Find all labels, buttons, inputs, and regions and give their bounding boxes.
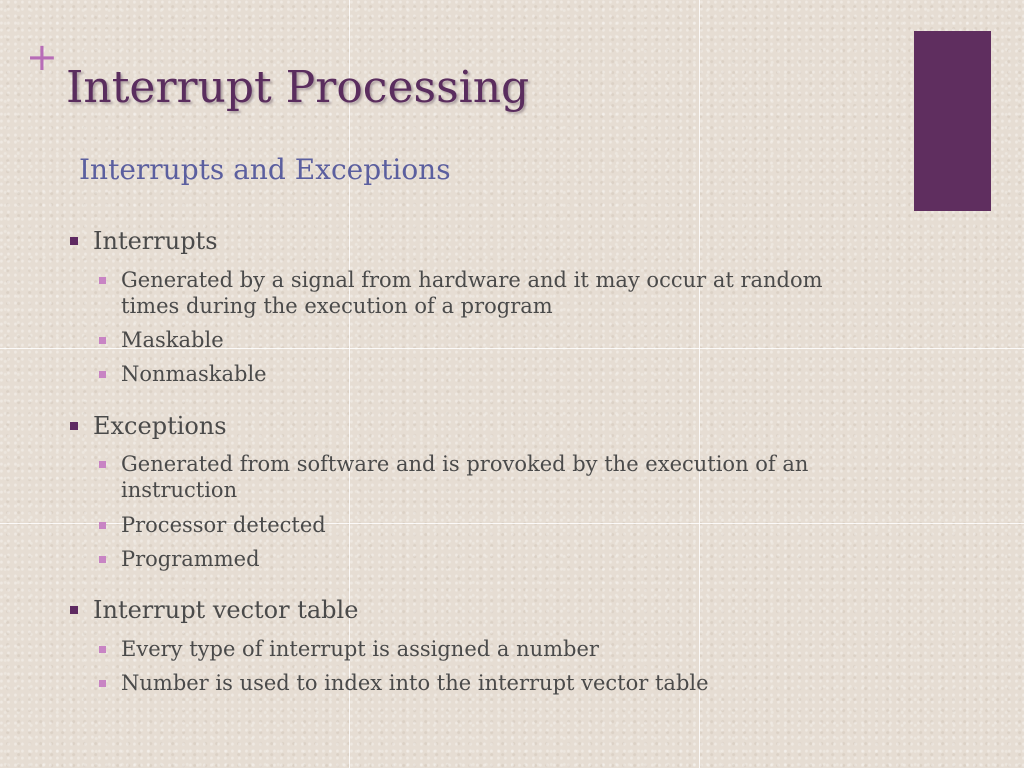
bullet-level2	[99, 512, 870, 538]
bullet-level1-text: Exceptions	[93, 411, 227, 440]
section-interrupt-vector-table	[70, 594, 870, 696]
bullet-level2	[99, 636, 870, 662]
square-bullet-icon	[99, 277, 106, 284]
bullet-level2-text: Every type of interrupt is assigned a number	[121, 636, 599, 661]
bullet-level2-text: Nonmaskable	[121, 362, 267, 387]
square-bullet-icon	[99, 522, 106, 529]
bullet-level2	[99, 546, 870, 572]
bullet-level1-text: Interrupt vector table	[93, 596, 359, 625]
bullet-level1	[70, 410, 870, 444]
bullet-level1	[70, 594, 870, 628]
bullet-level2-text: Number is used to index into the interrupt vector table	[121, 671, 709, 696]
bullet-level2-text: Maskable	[121, 328, 224, 353]
bullet-level2	[99, 267, 870, 320]
square-bullet-icon	[99, 646, 106, 653]
square-bullet-icon	[99, 680, 106, 687]
bullet-content	[70, 225, 870, 718]
bullet-level1-text: Interrupts	[93, 227, 218, 255]
bullet-level2	[99, 670, 870, 696]
section-interrupts	[70, 225, 870, 388]
square-bullet-icon	[99, 337, 106, 344]
slide-subtitle: Interrupts and Exceptions	[79, 153, 451, 186]
square-bullet-icon	[70, 606, 78, 614]
bullet-level2-text: Processor detected	[121, 512, 326, 537]
accent-block	[914, 31, 991, 211]
square-bullet-icon	[70, 237, 78, 245]
bullet-level1	[70, 225, 870, 259]
bullet-level2	[99, 451, 870, 504]
square-bullet-icon	[99, 461, 106, 468]
slide-title: Interrupt Processing	[66, 62, 530, 113]
bullet-level2-text: Generated from software and is provoked by the execution of an instruction	[121, 452, 809, 503]
bullet-level2-text: Programmed	[121, 546, 260, 571]
bullet-level2	[99, 361, 870, 387]
section-exceptions	[70, 410, 870, 573]
square-bullet-icon	[70, 422, 78, 430]
bullet-level2-text: Generated by a signal from hardware and it may occur at random times during the execution of a program	[121, 267, 823, 318]
square-bullet-icon	[99, 556, 106, 563]
bullet-level2	[99, 327, 870, 353]
plus-icon: +	[26, 35, 58, 79]
square-bullet-icon	[99, 371, 106, 378]
